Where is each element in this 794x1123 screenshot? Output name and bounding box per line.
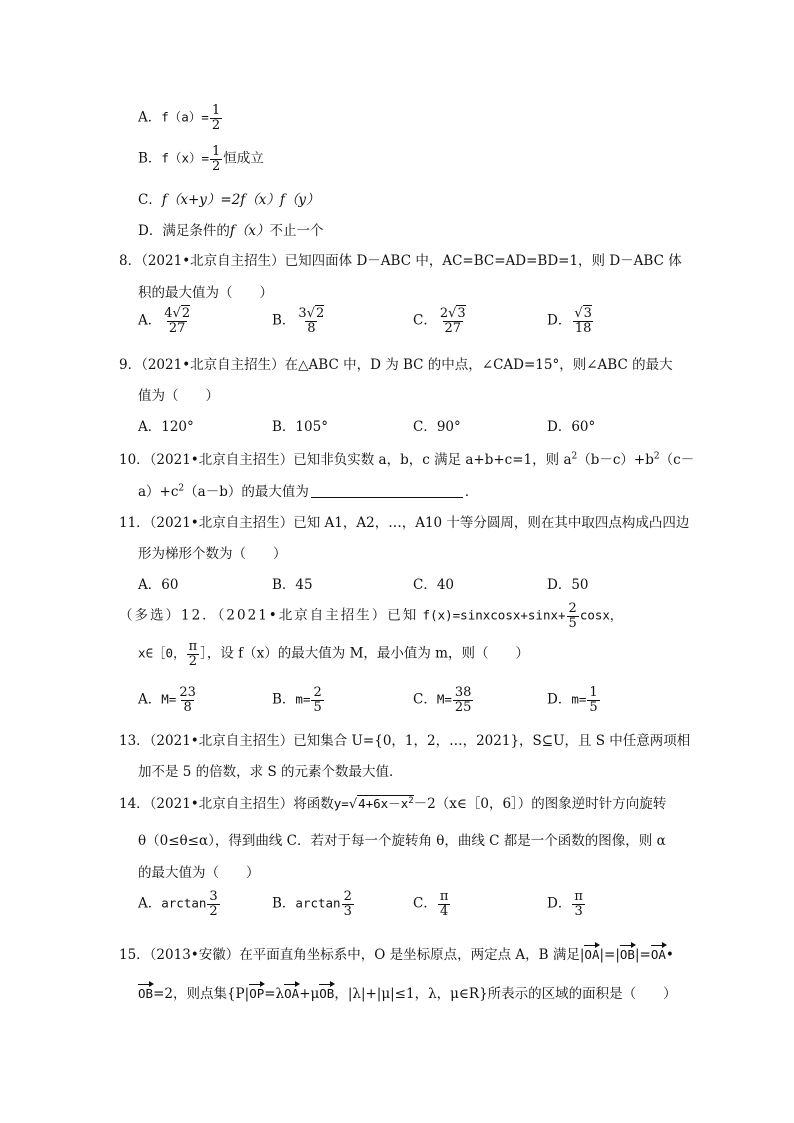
q14-option-d[interactable]: D． $\frac{\pi}{3}$ — [547, 889, 583, 919]
q7-option-c[interactable]: C．f（x+y）=2f（x）f（y） — [138, 192, 320, 208]
q8-option-a[interactable]: A． $\frac{4√2}{27}$ — [138, 306, 191, 336]
q15-stem-line2: OB=2，则点集{P|OP=λOA+μOB，|λ|+|μ|≤1，λ，μ∈R}所表示的区域的面积是（ ） — [138, 986, 677, 1002]
q9-option-a[interactable]: A．120° — [138, 419, 194, 435]
q9-stem-line2: 值为（ ） — [138, 388, 219, 404]
q10-stem-line1: 10．（2021•北京自主招生）已知非负实数 a，b，c 满足 a+b+c=1，则 $a^2(b-c)+b^2(c-$ — [119, 451, 695, 468]
q7-option-a[interactable]: A．f（a）= $\frac{1}{2}$ — [138, 103, 221, 133]
q9-option-c[interactable]: C．90° — [413, 419, 461, 435]
q13-stem-line1: 13．（2021•北京自主招生）已知集合 U={0，1，2，…，2021}，S⊆U，且 S 中任意两项相 — [119, 733, 691, 749]
q12-option-b[interactable]: B．m= $\frac{2}{5}$ — [272, 685, 322, 715]
q11-option-a[interactable]: A．60 — [138, 577, 179, 593]
q12-stem-line2: x∈［0， $\frac{\pi}{2}$ ］，设 f（x）的最大值为 M，最小值为 m，则（ ） — [138, 639, 529, 669]
q8-option-c[interactable]: C． $\frac{2√3}{27}$ — [413, 306, 466, 336]
q10-stem-line2: $a)+c^2(a-b)$的最大值为 ． — [138, 483, 479, 500]
q15-stem-line1: 15．（2013•安徽）在平面直角坐标系中，O 是坐标原点，两定点 A，B 满足|OA|=|OB|=OA• — [119, 947, 674, 963]
q11-option-c[interactable]: C．40 — [413, 577, 455, 593]
q9-stem-line1: 9．（2021•北京自主招生）在△ABC 中，D 为 BC 的中点，∠CAD=15°，则∠ABC 的最大 — [119, 357, 673, 373]
q14-stem-line2: θ（0≤θ≤α），得到曲线 C．若对于每一个旋转角 θ，曲线 C 都是一个函数的图像，则 α — [138, 833, 666, 849]
q8-option-d[interactable]: D． $\frac{√3}{18}$ — [547, 306, 592, 336]
q14-option-b[interactable]: B．arctan $\frac{2}{3}$ — [272, 889, 352, 919]
q14-option-c[interactable]: C． $\frac{\pi}{4}$ — [413, 889, 449, 919]
fraction: $\frac{1}{2}$ — [211, 103, 221, 133]
q8-stem-line2: 积的最大值为（ ） — [138, 285, 273, 301]
q8-option-b[interactable]: B． $\frac{3√2}{8}$ — [272, 306, 325, 336]
q12-option-d[interactable]: D．m= $\frac{1}{5}$ — [547, 685, 598, 715]
q14-stem-line3: 的最大值为（ ） — [138, 865, 260, 881]
q13-stem-line2: 加不是 5 的倍数，求 S 的元素个数最大值． — [138, 764, 403, 780]
q11-stem-line2: 形为梯形个数为（ ） — [138, 546, 287, 562]
q14-stem-line1: 14．（2021•北京自主招生）将函数$y=√4+6x-x^2-2(x\in[0$，6］）的图象逆时针方向旋转 — [119, 795, 667, 812]
q7-option-d[interactable]: D．满足条件的f（x）不止一个 — [138, 223, 324, 239]
q8-stem-line1: 8．（2021•北京自主招生）已知四面体 D－ABC 中，AC=BC=AD=BD=1，则 D－ABC 体 — [119, 253, 682, 269]
q11-option-d[interactable]: D．50 — [547, 577, 589, 593]
q9-option-d[interactable]: D．60° — [547, 419, 596, 435]
q14-option-a[interactable]: A．arctan $\frac{3}{2}$ — [138, 889, 218, 919]
q12-option-a[interactable]: A．M= $\frac{23}{8}$ — [138, 685, 196, 715]
q12-stem-line1: （多选）12．（2021•北京自主招生）已知 f(x)=sinxcosx+sinx+ $\frac{2}{5}$ cosx， — [119, 601, 623, 631]
q11-stem-line1: 11．（2021•北京自主招生）已知 A1，A2，…，A10 十等分圆周，则在其中取四点构成凸四边 — [119, 515, 690, 531]
q9-option-b[interactable]: B．105° — [272, 419, 328, 435]
q7-option-b[interactable]: B．f（x）= $\frac{1}{2}$ 恒成立 — [138, 144, 264, 174]
q12-option-c[interactable]: C．M= $\frac{38}{25}$ — [413, 685, 472, 715]
fraction: $\frac{1}{2}$ — [212, 144, 221, 174]
q11-option-b[interactable]: B．45 — [272, 577, 313, 593]
answer-blank[interactable] — [311, 485, 463, 498]
